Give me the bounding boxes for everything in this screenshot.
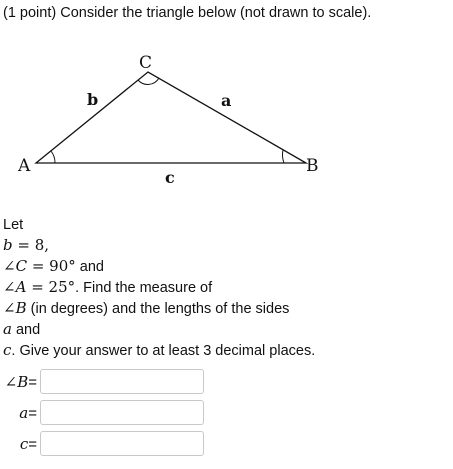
answer-input-side-c[interactable] <box>40 431 204 456</box>
triangle-figure <box>0 40 340 200</box>
side-label-a: a <box>221 91 232 110</box>
statement-find-c: c. Give your answer to at least 3 decimal places. <box>3 341 316 359</box>
answer-label-angle-b: ∠B= <box>4 373 37 391</box>
statement-c-given: ∠C = 90° and <box>3 257 104 275</box>
triangle-outline <box>36 72 306 163</box>
answer-input-side-a[interactable] <box>40 400 204 425</box>
statement-b-given: b = 8, <box>3 236 50 254</box>
statement-find-b: ∠B (in degrees) and the lengths of the sides <box>3 299 290 317</box>
answer-label-side-a: a= <box>19 404 37 422</box>
side-label-c: c <box>165 168 175 187</box>
triangle-diagram <box>0 40 340 200</box>
answer-row-angle-b <box>0 368 453 399</box>
vertex-label-c: C <box>139 53 153 73</box>
side-label-b: b <box>87 90 99 109</box>
answer-label-side-c: c= <box>19 435 37 453</box>
angle-arc-c <box>138 78 159 84</box>
statement-find-a: a and <box>3 320 41 338</box>
angle-arc-a <box>51 151 55 163</box>
vertex-label-b: B <box>306 156 319 176</box>
answer-row-side-c <box>0 430 453 461</box>
vertex-label-a: A <box>18 156 31 176</box>
answer-row-side-a <box>0 399 453 430</box>
statement-let: Let <box>3 217 24 233</box>
problem-header: (1 point) Consider the triangle below (not drawn to scale). <box>3 5 372 21</box>
answer-form <box>0 368 453 461</box>
problem-statement <box>3 215 443 361</box>
angle-arc-b <box>282 150 284 163</box>
answer-input-angle-b[interactable] <box>40 369 204 394</box>
statement-a-given: ∠A = 25°. Find the measure of <box>3 278 213 296</box>
